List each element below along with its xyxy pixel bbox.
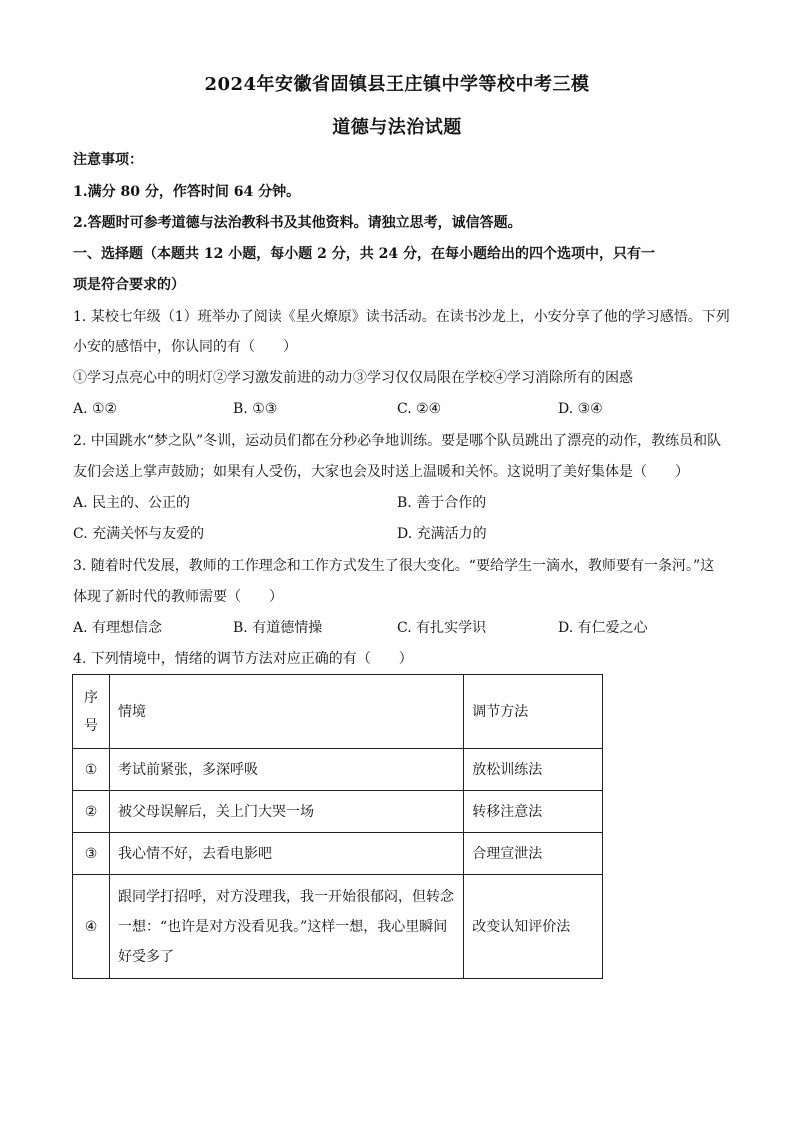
section-heading-line-2: 项是符合要求的） (73, 277, 185, 293)
question-3-option-b: B. 有道德情操 (233, 620, 323, 636)
notes-item-1: 1.满分 80 分，作答时间 64 分钟。 (73, 184, 301, 200)
header-number-line-2: 号 (83, 717, 98, 734)
table-row (73, 875, 603, 979)
question-1-option-d: D. ③④ (558, 401, 603, 417)
row-situation: 考试前紧张，多深呼吸 (109, 749, 463, 791)
question-3-line-2: 体现了新时代的教师需要（ ） (73, 589, 283, 605)
table-row (73, 833, 603, 875)
notes-heading: 注意事项： (73, 152, 143, 168)
question-1-option-b: B. ①③ (233, 401, 278, 417)
question-3-option-a: A. 有理想信念 (73, 620, 163, 636)
section-heading-line-1: 一、选择题（本题共 12 小题，每小题 2 分，共 24 分，在每小题给出的四个选项中，只有一 (73, 246, 655, 262)
row-number: ④ (73, 875, 110, 979)
table-row (73, 749, 603, 791)
row-situation: 我心情不好，去看电影吧 (109, 833, 463, 875)
question-2-option-c: C. 充满关怀与友爱的 (73, 526, 205, 542)
table-row (73, 791, 603, 833)
exam-subject-title: 道德与法治试题 (332, 117, 462, 138)
question-2-line-1: 2. 中国跳水“梦之队”冬训，运动员们都在分秒必争地训练。要是哪个队员跳出了漂亮的动作，教练员和队 (73, 433, 722, 449)
question-3-line-1: 3. 随着时代发展，教师的工作理念和工作方式发生了很大变化。“要给学生一滴水，教师要有一条河。”这 (73, 558, 715, 574)
header-number-cell (73, 675, 110, 749)
row-situation-line-3: 好受多了 (117, 948, 174, 965)
question-1-statements: ①学习点亮心中的明灯②学习激发前进的动力③学习仅仅局限在学校④学习消除所有的困惑 (73, 370, 633, 386)
header-method: 调节方法 (464, 675, 603, 749)
question-2-option-b: B. 善于合作的 (397, 495, 487, 511)
row-number: ③ (73, 833, 110, 875)
question-1-option-a: A. ①② (73, 401, 118, 417)
question-1-line-2: 小安的感悟中，你认同的有（ ） (73, 339, 297, 355)
row-situation-line-2: 一想：“也许是对方没看见我。”这样一想，我心里瞬间 (117, 918, 448, 935)
emotion-regulation-table (72, 674, 603, 979)
row-number: ② (73, 791, 110, 833)
question-2-option-a: A. 民主的、公正的 (73, 495, 191, 511)
question-1-option-c: C. ②④ (397, 401, 442, 417)
question-4-stem: 4. 下列情境中，情绪的调节方法对应正确的有（ ） (73, 651, 413, 667)
table-header-row (73, 675, 603, 749)
notes-item-2: 2.答题时可参考道德与法治教科书及其他资料。请独立思考，诚信答题。 (73, 215, 522, 231)
question-1-line-1: 1. 某校七年级（1）班举办了阅读《星火燎原》读书活动。在读书沙龙上，小安分享了他的学习感悟。下列 (73, 309, 730, 325)
row-situation-line-1: 跟同学打招呼，对方没理我，我一开始很郁闷，但转念 (117, 888, 454, 905)
question-2-line-2: 友们会送上掌声鼓励；如果有人受伤，大家也会及时送上温暖和关怀。这说明了美好集体是（ ） (73, 464, 689, 480)
header-number-line-1: 序 (83, 689, 98, 706)
question-3-option-d: D. 有仁爱之心 (558, 620, 648, 636)
row-situation (109, 875, 463, 979)
row-method: 改变认知评价法 (464, 875, 603, 979)
row-method: 合理宣泄法 (464, 833, 603, 875)
question-3-option-c: C. 有扎实学识 (397, 620, 487, 636)
row-method: 放松训练法 (464, 749, 603, 791)
row-number: ① (73, 749, 110, 791)
header-situation: 情境 (109, 675, 463, 749)
exam-title: 2024年安徽省固镇县王庄镇中学等校中考三模 (204, 74, 590, 95)
row-situation: 被父母误解后，关上门大哭一场 (109, 791, 463, 833)
row-method: 转移注意法 (464, 791, 603, 833)
question-2-option-d: D. 充满活力的 (397, 526, 487, 542)
